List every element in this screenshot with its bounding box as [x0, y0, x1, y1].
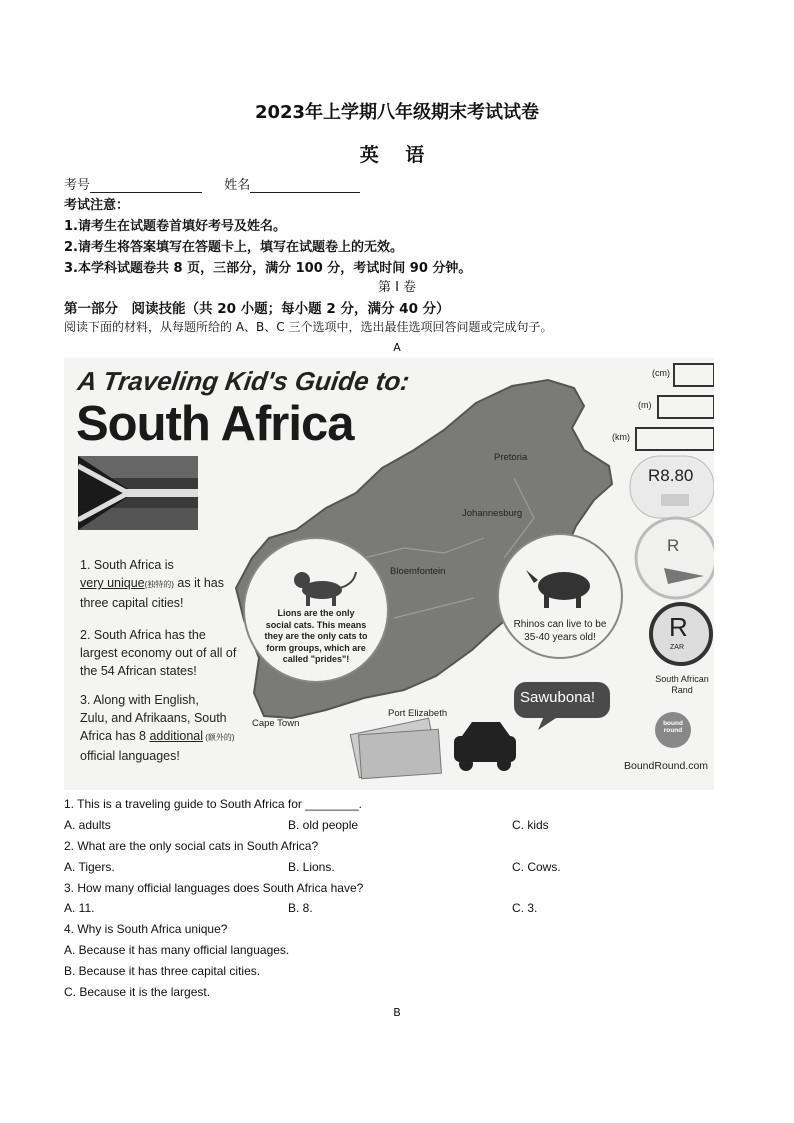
fact-3: 3. Along with English, Zulu, and Afrikaans, South Africa has 8 additional (额外的) official languages!	[80, 693, 235, 763]
fact-2: 2. South Africa has the largest economy out of all of the 54 African states!	[80, 628, 237, 678]
price-label: R8.80	[648, 466, 694, 485]
answer-option: C. 3.	[512, 901, 538, 915]
answer-option: B. Because it has three capital cities.	[64, 964, 261, 978]
infographic-country: South Africa	[76, 397, 354, 451]
exam-number-label: 考号	[64, 178, 91, 193]
volume-label: 第 I 卷	[377, 280, 417, 295]
answer-option: C. Cows.	[512, 860, 561, 874]
city-label: Bloemfontein	[390, 566, 446, 577]
south-africa-infographic	[64, 358, 714, 790]
greeting-text: Sawubona!	[520, 689, 596, 706]
car-icon	[454, 722, 516, 771]
rhino-note: Rhinos can live to be 35-40 years old!	[513, 619, 607, 643]
city-label: Johannesburg	[462, 508, 523, 519]
answer-option: A. adults	[64, 818, 111, 832]
name-blank	[250, 180, 360, 193]
lion-note: Lions are the only social cats. This means they are the only cats to form groups, which are called "prides"!	[264, 608, 368, 664]
city-label: Cape Town	[252, 718, 300, 729]
part-one-instruction: 阅读下面的材料，从每题所给的 A、B、C 三个选项中，选出最佳选项回答问题或完成句子。	[64, 320, 553, 334]
notice-item: 2.请考生将答案填写在答题卡上，填写在试题卷上的无效。	[64, 240, 403, 255]
city-label: Port Elizabeth	[388, 708, 448, 719]
south-africa-flag	[78, 456, 198, 530]
rand-symbol: R	[669, 612, 688, 642]
answer-option: C. Because it is the largest.	[64, 985, 211, 999]
brand-logo-text: bound round	[663, 720, 683, 734]
question-stem: 4. Why is South Africa unique?	[64, 922, 228, 936]
subject-title: 英 语	[359, 144, 435, 166]
answer-option: B. 8.	[288, 901, 313, 915]
answer-option: C. kids	[512, 818, 549, 832]
notice-item: 3.本学科试题卷共 8 页，三部分，满分 100 分，考试时间 90 分钟。	[64, 261, 472, 276]
banknotes-icon	[350, 718, 441, 779]
name-label: 姓名	[224, 178, 251, 193]
answer-option: B. old people	[288, 818, 359, 832]
answer-option: A. Because it has many official languages.	[64, 943, 290, 957]
unit-label: (km)	[612, 432, 630, 442]
candidate-info	[64, 174, 360, 193]
passage-b-label: B	[393, 1006, 401, 1019]
exam-title: 2023年上学期八年级期末考试试卷	[254, 102, 540, 123]
question-stem: 3. How many official languages does South Africa have?	[64, 881, 364, 895]
fact-1: 1. South Africa is very unique(独特的) as it has three capital cities!	[80, 558, 224, 610]
question-stem: 1. This is a traveling guide to South Africa for ________.	[64, 797, 362, 811]
question-stem: 2. What are the only social cats in South Africa?	[64, 839, 319, 853]
answer-option: A. 11.	[64, 901, 95, 915]
currency-name: South African Rand	[655, 674, 709, 695]
part-one-title: 第一部分 阅读技能（共 20 小题；每小题 2 分，满分 40 分）	[64, 301, 450, 317]
passage-a-label: A	[393, 341, 401, 354]
notice-heading: 考试注意：	[64, 198, 130, 213]
exam-number-blank	[90, 180, 202, 193]
notice-item: 1.请考生在试题卷首填好考号及姓名。	[64, 219, 286, 234]
answer-option: B. Lions.	[288, 860, 335, 874]
compass-icon	[636, 518, 714, 598]
answer-option: A. Tigers.	[64, 860, 115, 874]
city-label: Pretoria	[494, 452, 528, 463]
infographic-heading: A Traveling Kid's Guide to:	[75, 366, 412, 396]
compass-letter: R	[667, 536, 680, 555]
rand-code: ZAR	[670, 644, 684, 651]
website-label: BoundRound.com	[624, 760, 709, 772]
unit-label: (cm)	[652, 368, 670, 378]
unit-label: (m)	[638, 400, 652, 410]
